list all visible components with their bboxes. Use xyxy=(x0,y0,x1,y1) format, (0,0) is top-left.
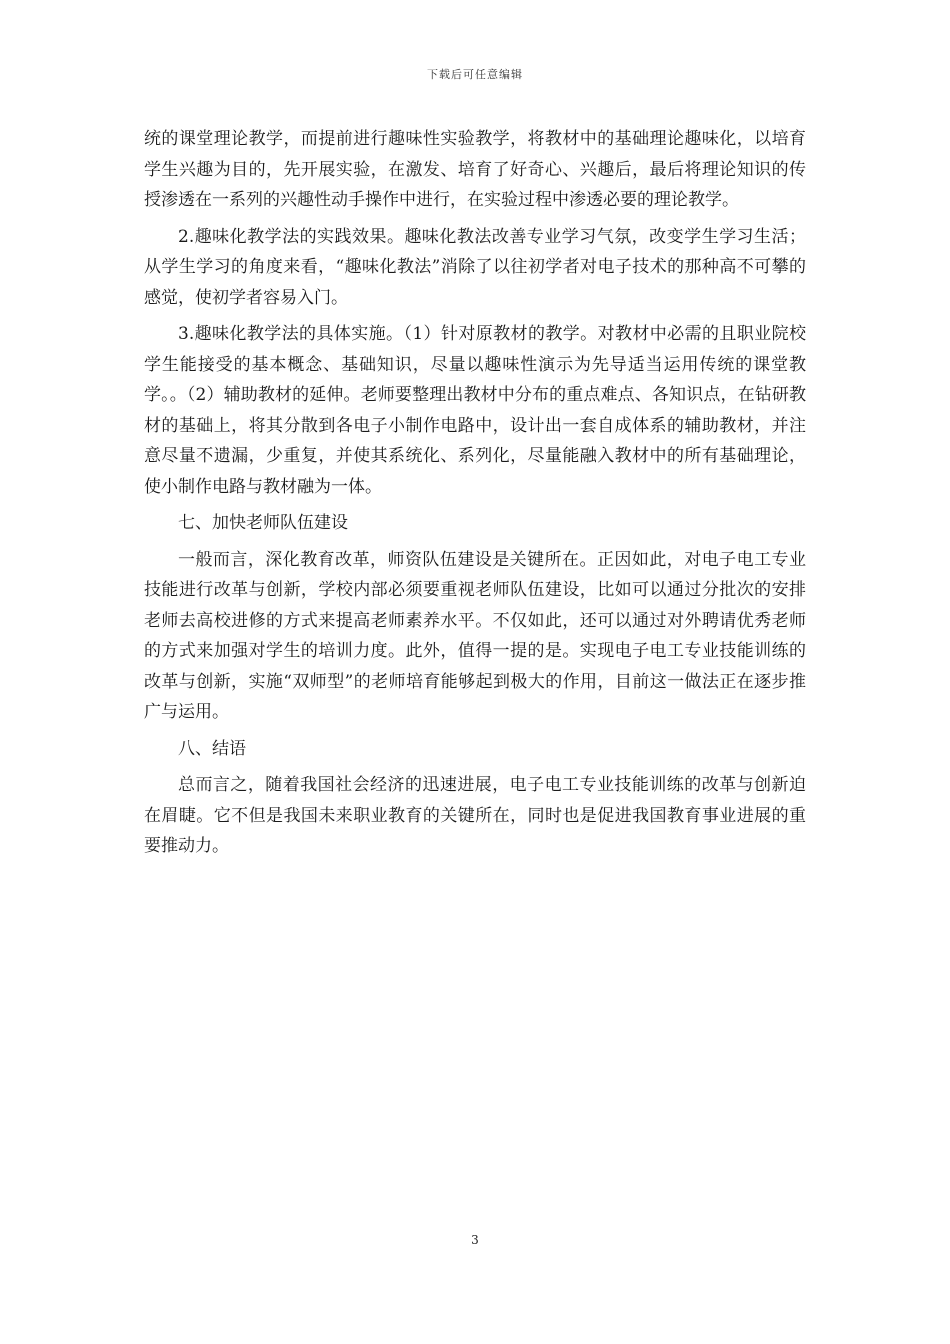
paragraph-practice-effect: 2.趣味化教学法的实践效果。趣味化教法改善专业学习气氛，改变学生学习生活；从学生学习的角度来看，“趣味化教法”消除了以往初学者对电子技术的那种高不可攀的感觉，使初学者容易入门。 xyxy=(144,226,806,308)
section-heading-teacher-team: 七、加快老师队伍建设 xyxy=(178,513,348,533)
paragraph-conclusion: 总而言之，随着我国社会经济的迅速进展，电子电工专业技能训练的改革与创新迫在眉睫。它不但是我国未来职业教育的关键所在，同时也是促进我国教育事业进展的重要推动力。 xyxy=(144,775,806,856)
paragraph-continuation: 统的课堂理论教学，而提前进行趣味性实验教学，将教材中的基础理论趣味化，以培育学生兴趣为目的，先开展实验，在激发、培育了好奇心、兴趣后，最后将理论知识的传授渗透在一系列的兴趣性动手操作中进行，在实验过程中渗透必要的理论教学。 xyxy=(144,129,806,210)
paragraph-teacher-team: 一般而言，深化教育改革，师资队伍建设是关键所在。正因如此，对电子电工专业技能进行改革与创新，学校内部必须要重视老师队伍建设，比如可以通过分批次的安排老师去高校进修的方式来提高老师素养水平。不仅如此，还可以通过对外聘请优秀老师的方式来加强对学生的培训力度。此外，值得一提的是。实现电子电工专业技能训练的改革与创新，实施“双师型”的老师培育能够起到极大的作用，目前这一做法正在逐步推广与运用。 xyxy=(144,549,806,722)
page-header: 下载后可任意编辑 xyxy=(427,68,523,81)
section-heading-conclusion: 八、结语 xyxy=(178,738,246,759)
paragraph-implementation: 3.趣味化教学法的具体实施。（1）针对原教材的教学。对教材中必需的且职业院校学生能接受的基本概念、基础知识，尽量以趣味性演示为先导适当运用传统的课堂教学。。（2）辅助教材的延伸。老师要整理出教材中分布的重点难点、各知识点，在钻研教材的基础上，将其分散到各电子小制作电路中，设计出一套自成体系的辅助教材，并注意尽量不遗漏，少重复，并使其系统化、系列化，尽量能融入教材中的所有基础理论，使小制作电路与教材融为一体。 xyxy=(144,324,806,497)
document-body xyxy=(144,124,806,862)
page-number: 3 xyxy=(471,1233,479,1247)
